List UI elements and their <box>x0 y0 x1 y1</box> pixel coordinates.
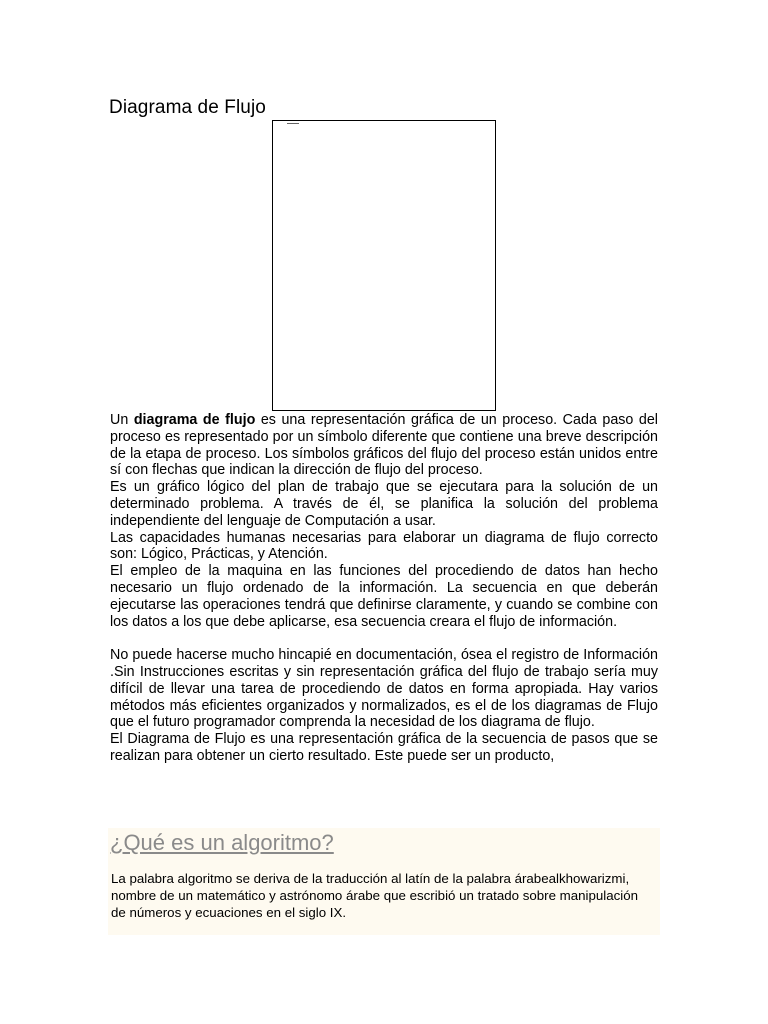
paragraph-5: El Diagrama de Flujo es una representación gráfica de la secuencia de pasos que se realizan para obtener un cierto resultado. Este puede ser un producto, <box>110 731 658 764</box>
intro-paragraph <box>110 412 658 479</box>
page-title: Diagrama de Flujo <box>109 97 266 118</box>
paragraph-1: Es un gráfico lógico del plan de trabajo que se ejecutara para la solución de un determinado problema. A través de él, se planifica la solución del problema independiente del lenguaje de Computación a usar. <box>110 479 658 529</box>
figure-placeholder <box>272 120 496 411</box>
algorithm-text: La palabra algoritmo se deriva de la traducción al latín de la palabra árabealkhowarizmi, nombre de un matemático y astrónomo árabe que escribió un tratado sobre manipulación de números y ecuaciones en el siglo IX. <box>111 871 639 920</box>
algorithm-section <box>108 828 660 935</box>
paragraph-3: El empleo de la maquina en las funciones del procediendo de datos han hecho necesario un flujo ordenado de la información. La secuencia en que deberán ejecutarse las operaciones tendrá que definirse claramente, y cuando se combine con los datos a los que debe aplicarse, esa secuencia creara el flujo de información. <box>110 563 658 630</box>
figure-caption-mark <box>287 123 299 124</box>
intro-rest: es una representación gráfica de un proceso. Cada paso del proceso es representado por un símbolo diferente que contiene una breve descripción de la etapa de proceso. Los símbolos gráficos del flujo del proceso están unidos entre sí con flechas que indican la dirección de flujo del proceso. <box>110 412 658 479</box>
intro-lead: Un <box>110 412 134 428</box>
intro-bold-term: diagrama de flujo <box>133 412 256 428</box>
algorithm-heading: ¿Qué es un algoritmo? <box>110 830 334 855</box>
paragraph-2: Las capacidades humanas necesarias para elaborar un diagrama de flujo correcto son: Lógico, Prácticas, y Atención. <box>110 529 658 563</box>
paragraph-4: No puede hacerse mucho hincapié en documentación, ósea el registro de Información .Sin Instrucciones escritas y sin representación gráfica del flujo de trabajo sería muy difícil de llevar una tarea de procediendo de datos en forma apropiada. Hay varios métodos más eficientes organizados y normalizados, es el de los diagramas de Flujo que el futuro programador comprenda la necesidad de los diagrama de flujo. <box>110 647 658 731</box>
document-body <box>110 412 658 765</box>
paragraph-gap <box>110 630 658 647</box>
